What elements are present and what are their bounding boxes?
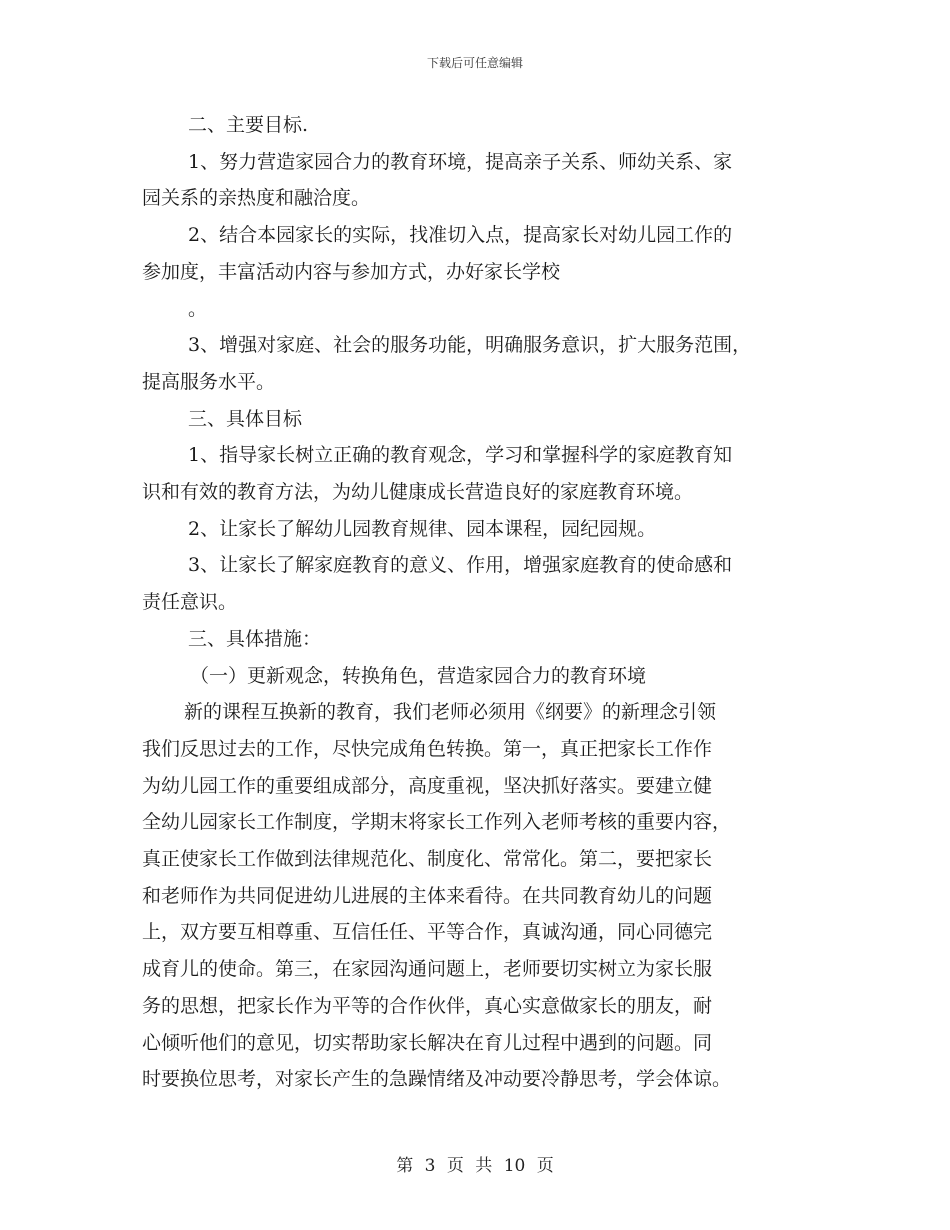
text-line: 和老师作为共同促进幼儿进展的主体来看待。在共同教育幼儿的问题	[142, 884, 713, 907]
text-line: 务的思想，把家长作为平等的合作伙伴，真心实意做家长的朋友，耐	[142, 994, 713, 1017]
text-line: 心倾听他们的意见，切实帮助家长解决在育儿过程中遇到的问题。同	[142, 1031, 713, 1054]
text-line: 时要换位思考，对家长产生的急躁情绪及冲动要冷静思考，学会体谅。	[142, 1068, 732, 1091]
text-line: 真正使家长工作做到法律规范化、制度化、常常化。第二，要把家长	[142, 848, 713, 871]
text-line: 成育儿的使命。第三，在家园沟通问题上，老师要切实树立为家长服	[142, 958, 713, 981]
text-line: 新的课程互换新的教育，我们老师必须用《纲要》的新理念引领	[184, 701, 717, 724]
text-line: 三、具体措施：	[188, 627, 322, 650]
text-line: 3、增强对家庭、社会的服务功能，明确服务意识，扩大服务范围，	[188, 334, 752, 357]
page-footer: 第 3 页 共 10 页	[396, 1156, 554, 1176]
text-line: 3、让家长了解家庭教育的意义、作用，增强家庭教育的使命感和	[188, 554, 733, 577]
text-line: 我们反思过去的工作，尽快完成角色转换。第一，真正把家长工作作	[142, 737, 713, 760]
document-body	[142, 107, 822, 1098]
text-line: 上，双方要互相尊重、互信任任、平等合作，真诚沟通，同心同德完	[142, 921, 713, 944]
text-line: 2、让家长了解幼儿园教育规律、园本课程，园纪园规。	[188, 517, 657, 540]
text-line: 参加度，丰富活动内容与参加方式，办好家长学校	[142, 260, 561, 283]
text-line: 识和有效的教育方法，为幼儿健康成长营造良好的家庭教育环境。	[142, 481, 694, 504]
text-line: 为幼儿园工作的重要组成部分，高度重视，坚决抓好落实。要建立健	[142, 774, 713, 797]
text-line: 全幼儿园家长工作制度，学期末将家长工作列入老师考核的重要内容，	[142, 811, 732, 834]
text-line: 责任意识。	[142, 591, 238, 614]
text-line: 2、结合本园家长的实际，找准切入点，提高家长对幼儿园工作的	[188, 224, 733, 247]
text-line: 1、努力营造家园合力的教育环境，提高亲子关系、师幼关系、家	[188, 150, 733, 173]
text-line: （一）更新观念，转换角色，营造家园合力的教育环境	[190, 664, 647, 687]
text-line: 。	[188, 297, 208, 320]
text-line: 园关系的亲热度和融洽度。	[142, 187, 371, 210]
text-line: 二、主要目标.	[188, 114, 309, 136]
text-line: 三、具体目标	[188, 407, 303, 430]
text-line: 提高服务水平。	[142, 370, 276, 393]
text-line: 1、指导家长树立正确的教育观念，学习和掌握科学的家庭教育知	[188, 444, 733, 467]
page-header: 下载后可任意编辑	[426, 56, 523, 70]
